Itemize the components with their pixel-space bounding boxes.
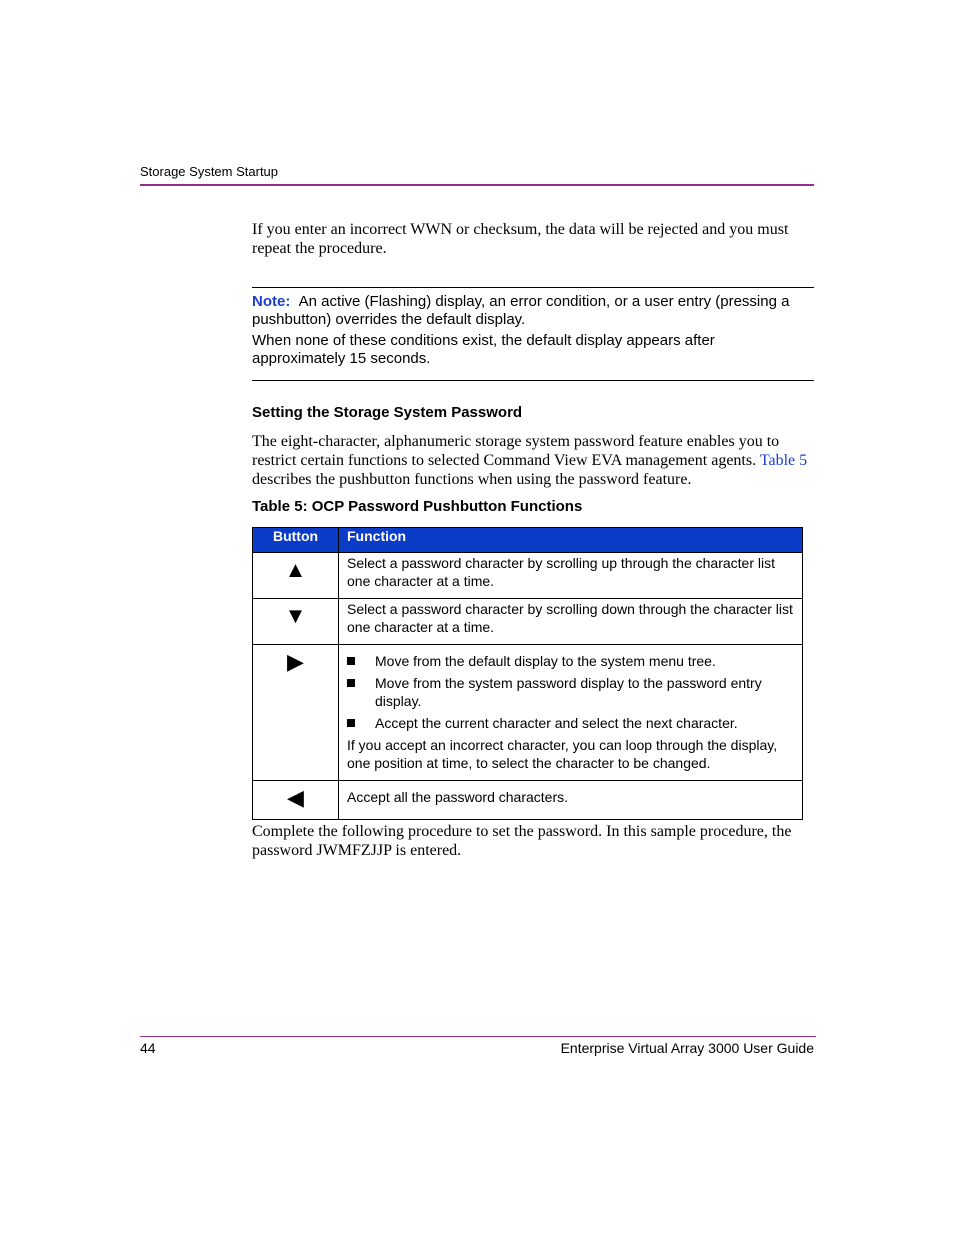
bullet-list: [347, 652, 794, 732]
header-rule: [140, 184, 814, 186]
right-arrow-icon: ▶: [287, 649, 304, 674]
button-cell: [253, 599, 339, 645]
section-text-after: describes the pushbutton functions when using the password feature.: [252, 471, 692, 488]
document-title: Enterprise Virtual Array 3000 User Guide: [560, 1040, 814, 1056]
function-cell: [339, 645, 803, 781]
list-item-text: Accept the current character and select the next character.: [375, 715, 738, 731]
down-arrow-icon: ▼: [284, 603, 307, 628]
table-row: [253, 599, 803, 645]
section-title: Setting the Storage System Password: [252, 404, 523, 421]
table-caption: Table 5: OCP Password Pushbutton Functions: [252, 498, 583, 515]
function-cell: Accept all the password characters.: [339, 781, 803, 820]
button-cell: [253, 553, 339, 599]
list-item-text: Move from the default display to the system menu tree.: [375, 653, 716, 669]
function-cell: Select a password character by scrolling up through the character list one character at a time.: [339, 553, 803, 599]
list-item: [347, 652, 794, 670]
page-number: 44: [140, 1040, 156, 1056]
running-head: Storage System Startup: [140, 164, 279, 179]
footer-rule: [140, 1036, 816, 1037]
note-text-2: When none of these conditions exist, the default display appears after approximately 15 seconds.: [252, 332, 715, 367]
button-cell: [253, 645, 339, 781]
table-row: [253, 645, 803, 781]
note-content: [252, 293, 812, 371]
note-label: Note:: [252, 293, 291, 310]
section-paragraph: [252, 432, 814, 489]
up-arrow-icon: ▲: [284, 557, 307, 582]
note-text-1: An active (Flashing) display, an error condition, or a user entry (pressing a pushbutton) overrides the default display.: [252, 293, 790, 328]
table-row: [253, 553, 803, 599]
header-button: Button: [253, 528, 339, 553]
password-pushbutton-table: [252, 527, 803, 820]
section-text-before: The eight-character, alphanumeric storage system password feature enables you to restrict certain functions to selected Command View EVA management agents.: [252, 433, 780, 469]
bullet-icon: [347, 657, 355, 665]
table-header-row: [253, 528, 803, 553]
list-item: [347, 674, 794, 710]
table-5-link[interactable]: Table 5: [759, 452, 808, 469]
closing-paragraph: Complete the following procedure to set the password. In this sample procedure, the password JWMFZJJP is entered.: [252, 823, 792, 859]
button-cell: [253, 781, 339, 820]
function-note: If you accept an incorrect character, you can loop through the display, one position at time, to select the character to be changed.: [347, 737, 778, 771]
bullet-icon: [347, 679, 355, 687]
note-box: [252, 287, 814, 381]
list-item-text: Move from the system password display to the password entry display.: [375, 675, 762, 709]
header-function: Function: [339, 528, 803, 553]
table-row: [253, 781, 803, 820]
list-item: [347, 714, 794, 732]
intro-paragraph: If you enter an incorrect WWN or checksum, the data will be rejected and you must repeat the procedure.: [252, 221, 789, 257]
bullet-icon: [347, 719, 355, 727]
function-cell: Select a password character by scrolling down through the character list one character at a time.: [339, 599, 803, 645]
left-arrow-icon: ◀: [287, 785, 304, 810]
